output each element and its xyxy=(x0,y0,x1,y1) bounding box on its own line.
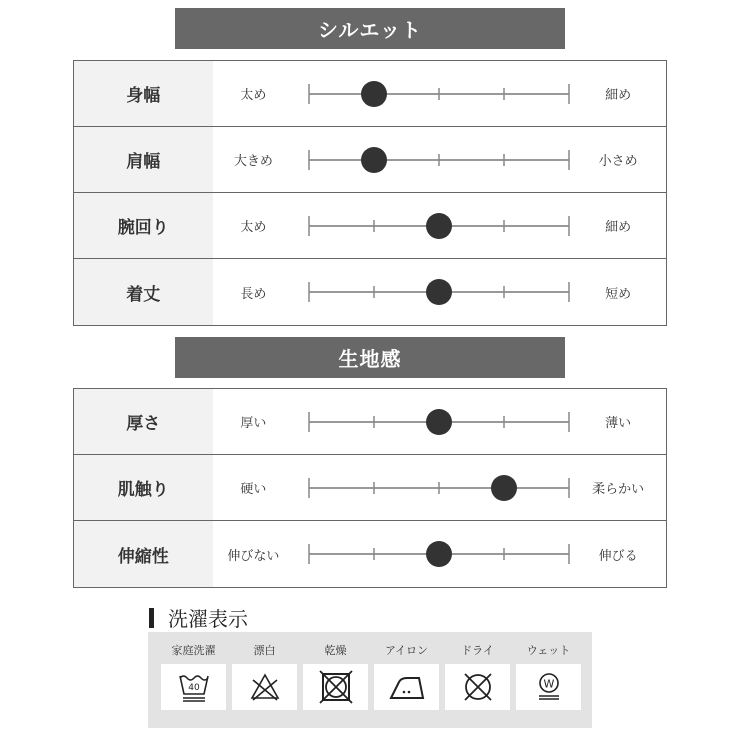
section-header-silhouette: シルエット xyxy=(175,8,565,49)
left-label: 大きめ xyxy=(233,154,273,169)
washing-title xyxy=(149,603,248,632)
row-label: 厚さ xyxy=(74,389,213,454)
row-label: 肌触り xyxy=(74,455,213,520)
right-label: 短め xyxy=(605,286,632,302)
no-dry-clean-icon xyxy=(445,664,510,710)
table-row xyxy=(74,521,666,587)
rating-scale xyxy=(294,389,570,454)
rating-scale xyxy=(294,455,570,520)
washing-label: ウェット xyxy=(526,644,571,657)
wet-clean-icon xyxy=(516,664,581,710)
washing-label: 漂白 xyxy=(253,644,276,657)
rating-marker xyxy=(361,147,387,173)
table-row xyxy=(74,389,666,455)
washing-item xyxy=(161,632,226,710)
rating-marker xyxy=(491,475,517,501)
left-label: 長め xyxy=(240,286,267,302)
svg-text:40: 40 xyxy=(187,683,200,693)
washing-panel xyxy=(148,632,592,728)
rating-marker xyxy=(426,279,452,305)
right-label: 小さめ xyxy=(598,154,638,169)
row-label: 腕回り xyxy=(74,193,213,258)
no-tumble-dry-icon xyxy=(303,664,368,710)
washing-label: ドライ xyxy=(461,644,494,657)
table-row xyxy=(74,127,666,193)
right-label: 細め xyxy=(605,220,632,235)
right-label: 細め xyxy=(605,88,632,103)
texture-table xyxy=(73,388,667,588)
left-label: 太め xyxy=(240,88,267,103)
rating-scale xyxy=(294,127,570,192)
washing-item xyxy=(232,632,297,710)
washing-title-text: 洗濯表示 xyxy=(168,607,248,631)
right-label: 伸びる xyxy=(598,548,638,564)
washing-item xyxy=(445,632,510,710)
silhouette-table xyxy=(73,60,667,326)
washing-item xyxy=(303,632,368,710)
row-label: 肩幅 xyxy=(74,127,213,192)
rating-marker xyxy=(361,81,387,107)
section-header-texture: 生地感 xyxy=(175,337,565,378)
rating-scale xyxy=(294,521,570,587)
row-label: 伸縮性 xyxy=(74,521,213,587)
washing-label: アイロン xyxy=(384,644,428,657)
washing-label: 乾燥 xyxy=(324,644,347,657)
rating-marker xyxy=(426,541,452,567)
right-label: 柔らかい xyxy=(592,482,645,497)
left-label: 太め xyxy=(240,220,267,235)
row-label: 身幅 xyxy=(74,61,213,126)
left-label: 厚い xyxy=(240,416,267,431)
washing-label: 家庭洗濯 xyxy=(171,644,216,657)
table-row xyxy=(74,193,666,259)
table-row xyxy=(74,455,666,521)
rating-scale xyxy=(294,259,570,325)
svg-text:W: W xyxy=(543,677,554,691)
washing-item xyxy=(516,632,581,710)
table-row xyxy=(74,61,666,127)
iron-medium-icon xyxy=(374,664,439,710)
left-label: 伸びない xyxy=(227,548,280,564)
row-label: 着丈 xyxy=(74,259,213,325)
rating-scale xyxy=(294,61,570,126)
left-label: 硬い xyxy=(240,482,267,497)
table-row xyxy=(74,259,666,325)
rating-scale xyxy=(294,193,570,258)
washing-item xyxy=(374,632,439,710)
rating-marker xyxy=(426,409,452,435)
wash-40-icon xyxy=(161,664,226,710)
right-label: 薄い xyxy=(605,416,632,431)
no-bleach-icon xyxy=(232,664,297,710)
title-bar xyxy=(149,608,154,628)
rating-marker xyxy=(426,213,452,239)
